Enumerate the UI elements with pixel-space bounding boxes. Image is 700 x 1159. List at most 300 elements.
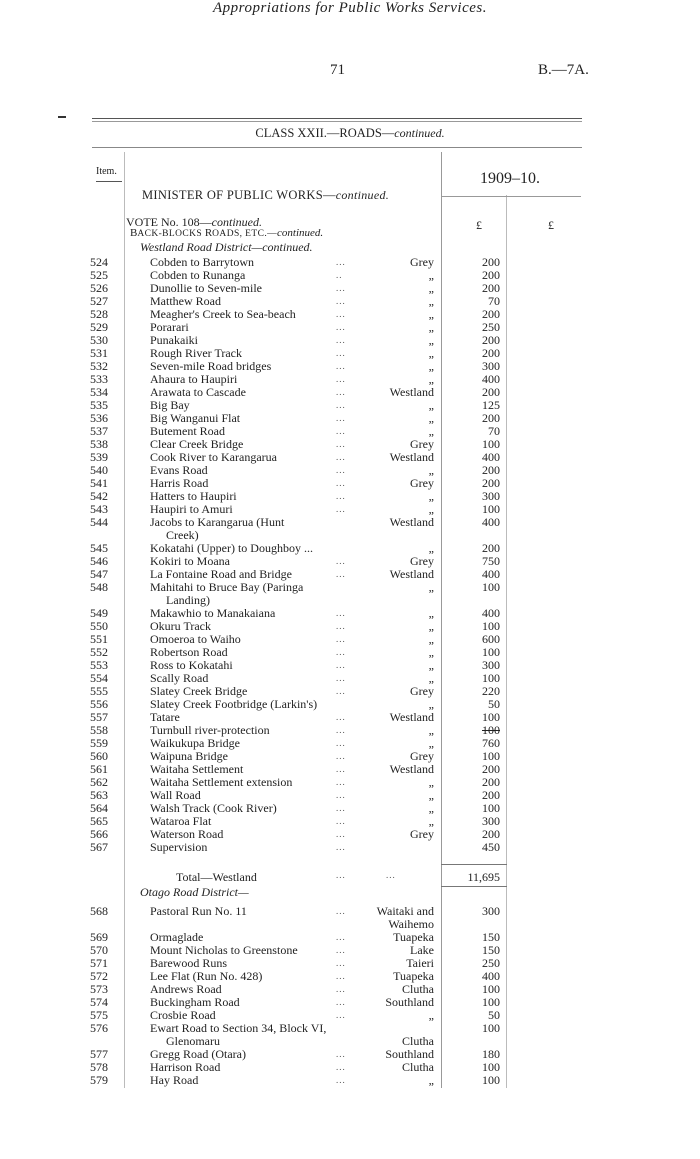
item-number: 561 [90, 762, 108, 776]
road-name: Slatey Creek Bridge [150, 684, 248, 698]
leader-dots: ... [336, 660, 346, 670]
district-name: „ [428, 658, 434, 672]
leader-dots: ... [336, 997, 346, 1007]
leader-dots: ... [336, 348, 346, 358]
road-name: Meagher's Creek to Sea-beach [150, 307, 296, 321]
district-name: „ [428, 1073, 434, 1087]
road-name: Ewart Road to Section 34, Block VI, [150, 1021, 327, 1035]
item-number: 539 [90, 450, 108, 464]
table-row [0, 841, 700, 854]
leader-dots: ... [336, 569, 346, 579]
minister-continued: continued. [335, 188, 390, 202]
item-number: 533 [90, 372, 108, 386]
item-number: 566 [90, 827, 108, 841]
table-row [0, 581, 700, 607]
total-rule-bottom [441, 886, 507, 887]
amount-value: 100 [482, 749, 500, 763]
road-name: Evans Road [150, 463, 208, 477]
district-name: „ [428, 411, 434, 425]
road-name-continued: Landing) [166, 593, 210, 607]
amount-value: 50 [488, 1008, 500, 1022]
item-number: 563 [90, 788, 108, 802]
leader-dots: ... [336, 634, 346, 644]
road-name: Jacobs to Karangarua (Hunt [150, 515, 285, 529]
year-header-rule [441, 196, 581, 197]
amount-value: 100 [482, 645, 500, 659]
document-reference: B.—7A. [538, 62, 589, 78]
road-name: Mount Nicholas to Greenstone [150, 943, 298, 957]
amount-value: 150 [482, 930, 500, 944]
table-row [0, 1074, 700, 1087]
leader-dots: ... [336, 906, 346, 916]
amount-value: 300 [482, 658, 500, 672]
amount-value: 100 [482, 1073, 500, 1087]
road-name: Makawhio to Manakaiana [150, 606, 276, 620]
item-number: 548 [90, 580, 108, 594]
total-leader-dots: ... [336, 870, 346, 880]
backblocks-roads-initial: R [204, 227, 213, 239]
leader-dots: ... [336, 387, 346, 397]
item-number: 576 [90, 1021, 108, 1035]
leader-dots: ... [336, 1075, 346, 1085]
item-number: 565 [90, 814, 108, 828]
amount-value: 100 [482, 437, 500, 451]
road-name: Cobden to Barrytown [150, 255, 254, 269]
road-name: Seven-mile Road bridges [150, 359, 272, 373]
road-name: Rough River Track [150, 346, 243, 360]
total-label: Total—Westland [176, 870, 257, 884]
leader-dots: ... [336, 465, 346, 475]
backblocks-rest: ACK-BLOCKS [137, 229, 205, 239]
leader-dots: ... [336, 803, 346, 813]
district-name: Grey [410, 827, 434, 841]
leader-dots: ... [336, 621, 346, 631]
item-number: 555 [90, 684, 108, 698]
leader-dots: ... [336, 945, 346, 955]
item-number: 546 [90, 554, 108, 568]
road-name: Waipuna Bridge [150, 749, 229, 763]
leader-dots: .. [336, 270, 343, 280]
leader-dots: ... [336, 309, 346, 319]
item-number: 524 [90, 255, 108, 269]
leader-dots: ... [336, 296, 346, 306]
road-name: Waterson Road [150, 827, 224, 841]
road-name: Clear Creek Bridge [150, 437, 244, 451]
district-name: „ [428, 489, 434, 503]
page-number: 71 [330, 62, 345, 78]
amount-value: 750 [482, 554, 500, 568]
district-name: „ [428, 671, 434, 685]
district-name: „ [428, 398, 434, 412]
leader-dots: ... [336, 673, 346, 683]
amount-value: 150 [482, 943, 500, 957]
road-name: Cobden to Runanga [150, 268, 246, 282]
road-name: Harrison Road [150, 1060, 221, 1074]
road-name: Waitaha Settlement [150, 762, 244, 776]
table-row [0, 516, 700, 542]
westland-district-continued: continued. [262, 240, 313, 254]
road-name: Waitaha Settlement extension [150, 775, 293, 789]
district-name: Tuapeka [393, 930, 434, 944]
item-header-underline [96, 181, 122, 182]
amount-value: 200 [482, 268, 500, 282]
item-number: 531 [90, 346, 108, 360]
amount-value: 300 [482, 489, 500, 503]
title-rule-secondary [92, 121, 582, 122]
leader-dots: ... [336, 971, 346, 981]
leader-dots: ... [336, 958, 346, 968]
district-name: Grey [410, 554, 434, 568]
backblocks-heading [130, 227, 323, 239]
leader-dots: ... [336, 608, 346, 618]
road-name: Crosbie Road [150, 1008, 216, 1022]
backblocks-roads-rest: OADS, ETC.— [212, 229, 278, 239]
amount-value: 100 [482, 580, 500, 594]
amount-value: 100 [482, 671, 500, 685]
district-name: „ [428, 359, 434, 373]
district-name: „ [428, 580, 434, 594]
class-title-main: CLASS XXII.—ROADS— [255, 126, 395, 140]
district-name: „ [428, 697, 434, 711]
currency-symbol-left: £ [476, 218, 482, 232]
westland-district-main: Westland Road District— [140, 240, 263, 254]
backblocks-continued: continued. [277, 227, 324, 239]
item-number: 557 [90, 710, 108, 724]
amount-value: 450 [482, 840, 500, 854]
road-name: Hatters to Haupiri [150, 489, 237, 503]
leader-dots: ... [336, 647, 346, 657]
district-name: „ [428, 801, 434, 815]
leader-dots: ... [336, 932, 346, 942]
district-name: Westland [389, 710, 434, 724]
amount-value: 300 [482, 904, 500, 918]
road-name: Arawata to Cascade [150, 385, 246, 399]
district-name: Lake [410, 943, 434, 957]
district-name: Grey [410, 437, 434, 451]
road-name: Robertson Road [150, 645, 228, 659]
item-number: 550 [90, 619, 108, 633]
district-name: Taieri [406, 956, 434, 970]
item-number: 577 [90, 1047, 108, 1061]
amount-value: 70 [488, 424, 500, 438]
road-name: Porarari [150, 320, 189, 334]
leader-dots: ... [336, 400, 346, 410]
class-title-continued: continued. [394, 126, 445, 140]
amount-value: 100 [482, 1021, 500, 1035]
district-name: „ [428, 268, 434, 282]
westland-district-heading [140, 240, 313, 255]
item-number: 562 [90, 775, 108, 789]
minister-main: MINISTER OF PUBLIC WORKS— [142, 188, 336, 202]
amount-value: 100 [482, 710, 500, 724]
item-number: 544 [90, 515, 108, 529]
district-name: „ [428, 788, 434, 802]
district-name: Southland [385, 1047, 434, 1061]
road-name: Mahitahi to Bruce Bay (Paringa [150, 580, 304, 594]
road-name: Ross to Kokatahi [150, 658, 233, 672]
district-name: „ [428, 372, 434, 386]
item-number: 542 [90, 489, 108, 503]
item-number: 569 [90, 930, 108, 944]
amount-value: 180 [482, 1047, 500, 1061]
road-name: Okuru Track [150, 619, 212, 633]
district-name: Tuapeka [393, 969, 434, 983]
road-name: Barewood Runs [150, 956, 227, 970]
item-number: 535 [90, 398, 108, 412]
leader-dots: ... [336, 1049, 346, 1059]
road-name: Wataroa Flat [150, 814, 212, 828]
amount-value: 200 [482, 775, 500, 789]
amount-value: 250 [482, 320, 500, 334]
district-name: „ [428, 736, 434, 750]
amount-value: 300 [482, 814, 500, 828]
leader-dots: ... [336, 439, 346, 449]
amount-value: 70 [488, 294, 500, 308]
amount-value: 400 [482, 567, 500, 581]
amount-value: 100 [482, 619, 500, 633]
district-name: Westland [389, 515, 434, 529]
road-name: Ahaura to Haupiri [150, 372, 238, 386]
amount-value: 600 [482, 632, 500, 646]
amount-value: 300 [482, 359, 500, 373]
district-name: Clutha [402, 1060, 434, 1074]
item-number: 525 [90, 268, 108, 282]
district-name: Grey [410, 749, 434, 763]
currency-symbol-right: £ [548, 218, 554, 232]
table-row [0, 1022, 700, 1048]
amount-value: 200 [482, 281, 500, 295]
leader-dots: ... [336, 257, 346, 267]
district-name: „ [428, 346, 434, 360]
road-name: Butement Road [150, 424, 225, 438]
item-number: 579 [90, 1073, 108, 1087]
district-name: „ [428, 307, 434, 321]
item-number: 534 [90, 385, 108, 399]
road-name: Slatey Creek Footbridge (Larkin's) [150, 697, 318, 711]
item-number: 554 [90, 671, 108, 685]
amount-value: 200 [482, 385, 500, 399]
item-column-header: Item. [96, 166, 117, 177]
district-name: „ [428, 281, 434, 295]
item-number: 559 [90, 736, 108, 750]
district-name: Clutha [402, 982, 434, 996]
amount-value: 760 [482, 736, 500, 750]
total-leader-dots-2: ... [386, 870, 396, 880]
amount-value: 200 [482, 541, 500, 555]
road-name-continued: Creek) [166, 528, 199, 542]
leader-dots: ... [336, 725, 346, 735]
item-number: 528 [90, 307, 108, 321]
item-number: 545 [90, 541, 108, 555]
leader-dots: ... [336, 738, 346, 748]
item-number: 552 [90, 645, 108, 659]
class-rule [92, 147, 582, 148]
road-name: Harris Road [150, 476, 209, 490]
title-rule [92, 118, 582, 119]
leader-dots: ... [336, 335, 346, 345]
amount-value: 200 [482, 411, 500, 425]
district-name: Westland [389, 567, 434, 581]
class-title [0, 126, 700, 141]
road-name: Tatare [150, 710, 180, 724]
district-name: „ [428, 645, 434, 659]
amount-value: 200 [482, 762, 500, 776]
district-name: „ [428, 541, 434, 555]
district-name: Westland [389, 762, 434, 776]
leader-dots: ... [336, 764, 346, 774]
district-name: „ [428, 1008, 434, 1022]
district-name: Southland [385, 995, 434, 1009]
road-name: Buckingham Road [150, 995, 240, 1009]
amount-value: 100 [482, 995, 500, 1009]
amount-value: 400 [482, 450, 500, 464]
amount-value: 100 [482, 1060, 500, 1074]
road-name: Dunollie to Seven-mile [150, 281, 262, 295]
amount-value: 200 [482, 827, 500, 841]
district-name-continued: Waihemo [388, 917, 434, 931]
road-name: Gregg Road (Otara) [150, 1047, 246, 1061]
district-name: „ [428, 619, 434, 633]
district-name: „ [428, 723, 434, 737]
amount-value: 400 [482, 969, 500, 983]
leader-dots: ... [336, 1062, 346, 1072]
amount-value: 200 [482, 476, 500, 490]
minister-heading [142, 188, 389, 203]
item-number: 540 [90, 463, 108, 477]
leader-dots: ... [336, 790, 346, 800]
district-name: Grey [410, 476, 434, 490]
item-number: 537 [90, 424, 108, 438]
road-name: Andrews Road [150, 982, 222, 996]
amount-value: 100 [482, 502, 500, 516]
road-name: Omoeroa to Waiho [150, 632, 241, 646]
amount-value: 200 [482, 788, 500, 802]
leader-dots: ... [336, 777, 346, 787]
leader-dots: ... [336, 984, 346, 994]
item-number: 571 [90, 956, 108, 970]
road-name: Wall Road [150, 788, 201, 802]
leader-dots: ... [336, 361, 346, 371]
district-name: „ [428, 775, 434, 789]
item-number: 568 [90, 904, 108, 918]
item-number: 526 [90, 281, 108, 295]
road-name-continued: Glenomaru [166, 1034, 220, 1048]
item-number: 538 [90, 437, 108, 451]
item-number: 553 [90, 658, 108, 672]
vote-main: VOTE No. 108— [126, 215, 212, 229]
item-number: 529 [90, 320, 108, 334]
amount-value: 100 [482, 982, 500, 996]
amount-value: 100 [482, 801, 500, 815]
road-name: Cook River to Karangarua [150, 450, 277, 464]
road-name: Lee Flat (Run No. 428) [150, 969, 263, 983]
leader-dots: ... [336, 478, 346, 488]
item-number: 558 [90, 723, 108, 737]
amount-value: 200 [482, 463, 500, 477]
road-name: Punakaiki [150, 333, 198, 347]
district-name: Waitaki and [376, 904, 434, 918]
amount-value: 400 [482, 515, 500, 529]
district-name: „ [428, 294, 434, 308]
road-name: Big Bay [150, 398, 190, 412]
leader-dots: ... [336, 829, 346, 839]
table-row [0, 905, 700, 931]
district-name: „ [428, 502, 434, 516]
amount-value: 125 [482, 398, 500, 412]
amount-value: 400 [482, 372, 500, 386]
leader-dots: ... [336, 816, 346, 826]
road-name: Matthew Road [150, 294, 221, 308]
item-number: 551 [90, 632, 108, 646]
backblocks-initial: B [130, 227, 138, 239]
road-name: Waikukupa Bridge [150, 736, 241, 750]
road-name: Ormaglade [150, 930, 204, 944]
leader-dots: ... [336, 1010, 346, 1020]
road-name: Scally Road [150, 671, 209, 685]
leader-dots: ... [336, 556, 346, 566]
item-number: 547 [90, 567, 108, 581]
margin-mark [58, 116, 66, 118]
amount-value: 100 [482, 723, 500, 737]
item-number: 564 [90, 801, 108, 815]
item-number: 541 [90, 476, 108, 490]
district-name: „ [428, 606, 434, 620]
leader-dots: ... [336, 751, 346, 761]
district-name: Grey [410, 255, 434, 269]
item-number: 575 [90, 1008, 108, 1022]
leader-dots: ... [336, 712, 346, 722]
road-name: Kokiri to Moana [150, 554, 230, 568]
district-name: Clutha [402, 1034, 434, 1048]
leader-dots: ... [336, 686, 346, 696]
total-rule-top [441, 864, 507, 865]
district-name: Grey [410, 684, 434, 698]
leader-dots: ... [336, 413, 346, 423]
road-name: Big Wanganui Flat [150, 411, 241, 425]
leader-dots: ... [336, 842, 346, 852]
leader-dots: ... [336, 452, 346, 462]
district-name: „ [428, 814, 434, 828]
road-name: Hay Road [150, 1073, 199, 1087]
item-number: 556 [90, 697, 108, 711]
item-number: 549 [90, 606, 108, 620]
amount-value: 200 [482, 255, 500, 269]
item-number: 560 [90, 749, 108, 763]
road-name: Supervision [150, 840, 208, 854]
leader-dots: ... [336, 426, 346, 436]
amount-value: 400 [482, 606, 500, 620]
item-number: 573 [90, 982, 108, 996]
amount-value: 50 [488, 697, 500, 711]
year-column-header: 1909–10. [480, 170, 540, 187]
item-number: 543 [90, 502, 108, 516]
total-amount: 11,695 [467, 870, 500, 884]
amount-value: 200 [482, 346, 500, 360]
amount-value: 200 [482, 307, 500, 321]
district-name: „ [428, 320, 434, 334]
road-name: La Fontaine Road and Bridge [150, 567, 292, 581]
item-number: 530 [90, 333, 108, 347]
otago-district-heading: Otago Road District— [140, 885, 249, 899]
item-number: 578 [90, 1060, 108, 1074]
road-name: Turnbull river-protection [150, 723, 270, 737]
leader-dots: ... [336, 322, 346, 332]
vote-continued: continued. [211, 215, 262, 229]
page-title: Appropriations for Public Works Services. [213, 0, 487, 16]
road-name: Haupiri to Amuri [150, 502, 233, 516]
district-name: „ [428, 632, 434, 646]
item-number: 567 [90, 840, 108, 854]
